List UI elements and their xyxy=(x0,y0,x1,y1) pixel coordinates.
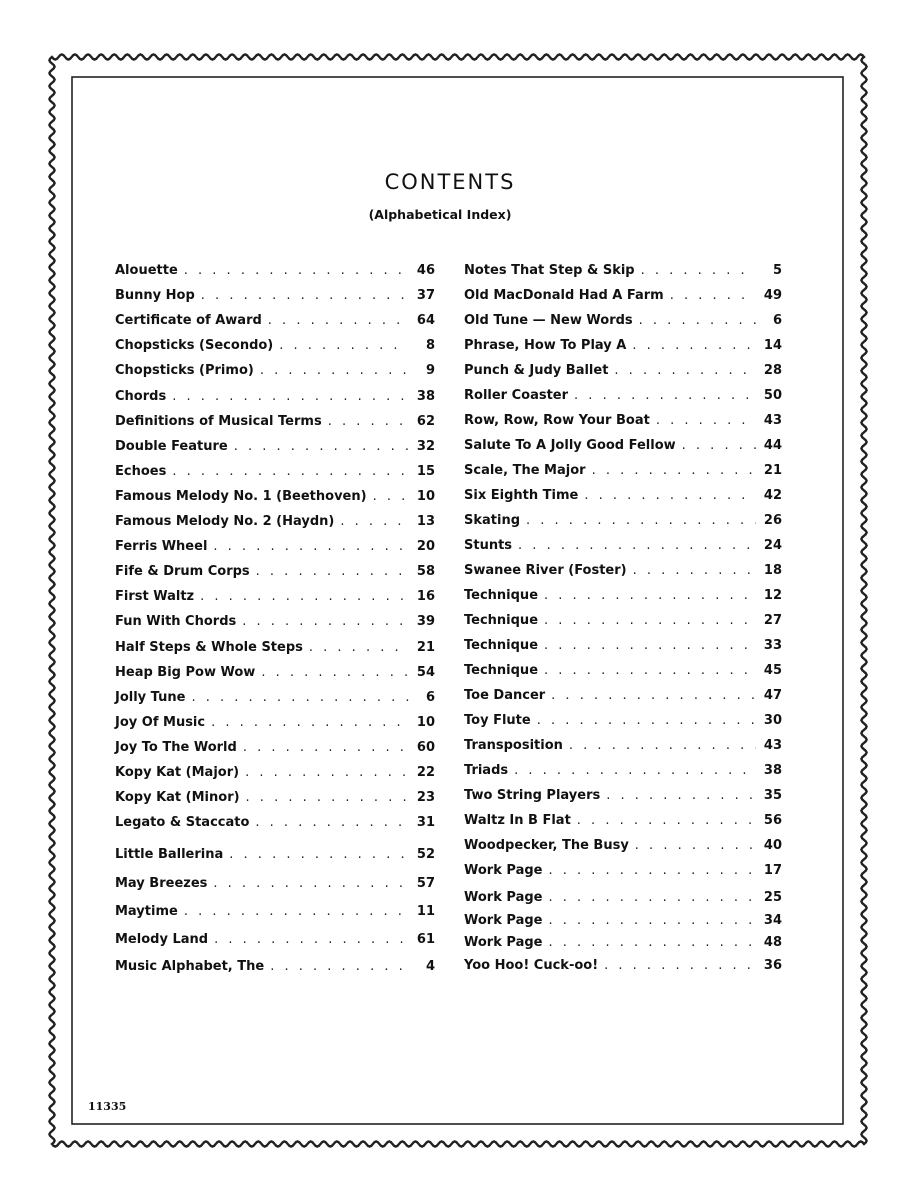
entry-title: Joy Of Music xyxy=(115,714,206,730)
entry-title: Salute To A Jolly Good Fellow xyxy=(464,438,676,453)
dot-leader xyxy=(537,713,756,728)
entry-title: Triads xyxy=(464,763,509,778)
dot-leader xyxy=(184,904,409,919)
index-entry xyxy=(115,715,435,735)
dot-leader xyxy=(242,614,409,629)
entry-title: Kopy Kat (Minor) xyxy=(115,790,240,806)
entry-page-number: 31 xyxy=(416,815,435,831)
entry-page-number: 13 xyxy=(416,514,435,529)
dot-leader xyxy=(656,413,756,428)
dot-leader xyxy=(255,815,409,830)
entry-page-number: 35 xyxy=(763,788,782,803)
entry-title: Famous Melody No. 2 (Haydn) xyxy=(115,514,335,529)
entry-page-number: 32 xyxy=(416,438,435,454)
entry-page-number: 26 xyxy=(763,513,782,528)
entry-title: Work Page xyxy=(464,863,543,878)
entry-page-number: 42 xyxy=(763,488,782,503)
index-entry xyxy=(464,863,782,883)
entry-page-number: 61 xyxy=(416,932,435,947)
entry-page-number: 17 xyxy=(763,863,782,878)
dot-leader xyxy=(268,313,409,328)
index-entry xyxy=(464,338,782,358)
dot-leader xyxy=(213,876,409,891)
dot-leader xyxy=(261,665,409,680)
index-entry xyxy=(115,313,435,333)
entry-page-number: 28 xyxy=(763,363,782,378)
entry-page-number: 23 xyxy=(416,790,435,806)
entry-title: Skating xyxy=(464,513,521,528)
index-entry xyxy=(115,589,435,609)
entry-title: Chords xyxy=(115,388,167,404)
entry-title: Music Alphabet, The xyxy=(115,959,265,974)
entry-title: Technique xyxy=(464,613,539,628)
index-entry xyxy=(464,663,782,683)
entry-page-number: 12 xyxy=(763,588,782,603)
entry-title: Technique xyxy=(464,638,539,653)
dot-leader xyxy=(614,363,756,378)
dot-leader xyxy=(670,288,756,303)
index-entry xyxy=(464,413,782,433)
page-title: CONTENTS xyxy=(384,170,516,194)
dot-leader xyxy=(518,538,756,553)
entry-title: Notes That Step & Skip xyxy=(464,263,635,278)
entry-page-number: 56 xyxy=(763,813,782,828)
entry-title: Row, Row, Row Your Boat xyxy=(464,413,650,428)
entry-title: Stunts xyxy=(464,538,513,553)
dot-leader xyxy=(172,389,409,404)
index-entry xyxy=(464,263,782,283)
index-entry xyxy=(115,389,435,409)
entry-title: Work Page xyxy=(464,890,543,905)
dot-leader xyxy=(639,313,756,328)
index-entry xyxy=(464,958,782,978)
index-entry xyxy=(115,288,435,308)
index-entry xyxy=(115,959,435,979)
entry-page-number: 43 xyxy=(763,413,782,428)
entry-title: Little Ballerina xyxy=(115,847,224,862)
entry-page-number: 38 xyxy=(763,763,782,778)
index-entry xyxy=(464,813,782,833)
entry-title: Kopy Kat (Major) xyxy=(115,765,240,780)
dot-leader xyxy=(328,414,409,429)
entry-page-number: 20 xyxy=(416,539,435,555)
index-entry xyxy=(115,489,435,509)
entry-page-number: 22 xyxy=(416,765,435,780)
index-entry xyxy=(464,613,782,633)
entry-title: Ferris Wheel xyxy=(115,539,208,555)
dot-leader xyxy=(633,563,756,578)
entry-page-number: 60 xyxy=(416,739,435,755)
entry-page-number: 44 xyxy=(763,438,782,453)
dot-leader xyxy=(200,589,409,604)
entry-title: Half Steps & Whole Steps xyxy=(115,639,303,655)
dot-leader xyxy=(526,513,756,528)
entry-page-number: 24 xyxy=(763,538,782,553)
dot-leader xyxy=(641,263,756,278)
index-entry xyxy=(115,539,435,559)
entry-title: Chopsticks (Primo) xyxy=(115,363,254,379)
entry-title: Certificate of Award xyxy=(115,313,262,329)
dot-leader xyxy=(604,958,756,973)
entry-page-number: 43 xyxy=(763,738,782,753)
entry-page-number: 21 xyxy=(763,463,782,478)
index-entry xyxy=(115,338,435,358)
index-entry xyxy=(115,614,435,634)
dot-leader xyxy=(172,464,409,479)
index-entry xyxy=(464,838,782,858)
index-entry xyxy=(464,713,782,733)
dot-leader xyxy=(548,863,756,878)
entry-page-number: 18 xyxy=(763,563,782,578)
index-entry xyxy=(464,288,782,308)
entry-page-number: 49 xyxy=(763,288,782,303)
dot-leader xyxy=(246,790,409,805)
entry-title: Punch & Judy Ballet xyxy=(464,363,609,378)
index-entry xyxy=(115,439,435,459)
index-entry xyxy=(464,438,782,458)
dot-leader xyxy=(340,514,409,529)
index-entry xyxy=(464,688,782,708)
dot-leader xyxy=(551,688,756,703)
entry-title: Work Page xyxy=(464,935,543,950)
entry-page-number: 50 xyxy=(763,388,782,403)
entry-page-number: 6 xyxy=(772,313,782,328)
index-entry xyxy=(115,876,435,896)
entry-title: May Breezes xyxy=(115,876,208,891)
dot-leader xyxy=(548,935,756,950)
entry-title: First Waltz xyxy=(115,589,195,605)
index-entry xyxy=(464,488,782,508)
entry-title: Double Feature xyxy=(115,438,228,454)
dot-leader xyxy=(243,740,409,755)
dot-leader xyxy=(577,813,756,828)
entry-page-number: 39 xyxy=(416,614,435,630)
entry-title: Melody Land xyxy=(115,932,209,947)
entry-page-number: 8 xyxy=(425,338,435,354)
dot-leader xyxy=(632,338,756,353)
dot-leader xyxy=(606,788,756,803)
entry-title: Jolly Tune xyxy=(115,689,186,705)
index-entry xyxy=(115,414,435,434)
entry-page-number: 45 xyxy=(763,663,782,678)
dot-leader xyxy=(548,913,756,928)
entry-title: Waltz In B Flat xyxy=(464,813,571,828)
entry-page-number: 16 xyxy=(416,589,435,605)
entry-page-number: 5 xyxy=(772,263,782,278)
dot-leader xyxy=(201,288,409,303)
entry-page-number: 11 xyxy=(416,904,435,919)
entry-page-number: 40 xyxy=(763,838,782,853)
dot-leader xyxy=(592,463,756,478)
dot-leader xyxy=(270,959,409,974)
entry-page-number: 33 xyxy=(763,638,782,653)
index-entry xyxy=(464,913,782,933)
dot-leader xyxy=(213,539,409,554)
dot-leader xyxy=(184,263,409,278)
index-entry xyxy=(464,463,782,483)
entry-page-number: 21 xyxy=(416,639,435,655)
dot-leader xyxy=(214,932,409,947)
index-entry xyxy=(115,932,435,952)
entry-page-number: 62 xyxy=(416,413,435,429)
entry-title: Technique xyxy=(464,663,539,678)
dot-leader xyxy=(256,564,409,579)
index-entry xyxy=(115,564,435,584)
dot-leader xyxy=(260,363,409,378)
page-subtitle: (Alphabetical Index) xyxy=(368,207,512,222)
entry-title: Toy Flute xyxy=(464,713,531,728)
index-entry xyxy=(464,763,782,783)
entry-page-number: 15 xyxy=(416,463,435,479)
index-entry xyxy=(115,847,435,867)
entry-page-number: 52 xyxy=(416,847,435,862)
entry-page-number: 38 xyxy=(416,388,435,404)
index-entry xyxy=(115,640,435,660)
dot-leader xyxy=(544,663,756,678)
entry-page-number: 64 xyxy=(416,313,435,329)
entry-title: Fun With Chords xyxy=(115,614,237,630)
entry-title: Famous Melody No. 1 (Beethoven) xyxy=(115,488,367,504)
entry-title: Bunny Hop xyxy=(115,288,195,304)
entry-title: Work Page xyxy=(464,913,543,928)
entry-page-number: 27 xyxy=(763,613,782,628)
index-entry xyxy=(464,935,782,955)
entry-title: Maytime xyxy=(115,904,178,919)
entry-page-number: 25 xyxy=(763,890,782,905)
dot-leader xyxy=(574,388,756,403)
entry-title: Yoo Hoo! Cuck-oo! xyxy=(464,958,599,973)
index-entry xyxy=(464,890,782,910)
index-entry xyxy=(464,738,782,758)
dot-leader xyxy=(191,690,409,705)
index-entry xyxy=(115,363,435,383)
index-entry xyxy=(464,313,782,333)
dot-leader xyxy=(544,613,756,628)
entry-page-number: 4 xyxy=(425,959,435,974)
entry-page-number: 10 xyxy=(416,714,435,730)
index-entry xyxy=(115,263,435,283)
entry-title: Six Eighth Time xyxy=(464,488,579,503)
entry-title: Fife & Drum Corps xyxy=(115,564,250,580)
entry-title: Woodpecker, The Busy xyxy=(464,838,629,853)
index-entry xyxy=(115,765,435,785)
entry-title: Definitions of Musical Terms xyxy=(115,413,322,429)
index-entry xyxy=(464,788,782,808)
dot-leader xyxy=(514,763,756,778)
entry-page-number: 30 xyxy=(763,713,782,728)
dot-leader xyxy=(245,765,409,780)
index-entry xyxy=(464,513,782,533)
entry-page-number: 46 xyxy=(416,263,435,278)
entry-page-number: 6 xyxy=(425,689,435,705)
dot-leader xyxy=(229,847,409,862)
index-entry xyxy=(464,638,782,658)
entry-title: Old MacDonald Had A Farm xyxy=(464,288,664,303)
index-entry xyxy=(115,514,435,534)
index-entry xyxy=(115,464,435,484)
index-entry xyxy=(464,588,782,608)
index-entry xyxy=(115,665,435,685)
dot-leader xyxy=(544,638,756,653)
index-entry xyxy=(464,363,782,383)
entry-title: Chopsticks (Secondo) xyxy=(115,338,274,354)
index-entry xyxy=(464,563,782,583)
entry-title: Joy To The World xyxy=(115,739,237,755)
entry-title: Transposition xyxy=(464,738,563,753)
dot-leader xyxy=(635,838,756,853)
entry-page-number: 54 xyxy=(416,664,435,680)
entry-page-number: 58 xyxy=(416,564,435,580)
index-entry xyxy=(464,388,782,408)
entry-title: Phrase, How To Play A xyxy=(464,338,627,353)
entry-title: Old Tune — New Words xyxy=(464,313,633,328)
index-entry xyxy=(464,538,782,558)
entry-title: Scale, The Major xyxy=(464,463,586,478)
entry-title: Toe Dancer xyxy=(464,688,546,703)
index-entry xyxy=(115,904,435,924)
entry-page-number: 37 xyxy=(416,288,435,304)
entry-title: Swanee River (Foster) xyxy=(464,563,627,578)
index-entry xyxy=(115,815,435,835)
entry-page-number: 47 xyxy=(763,688,782,703)
entry-title: Heap Big Pow Wow xyxy=(115,664,256,680)
dot-leader xyxy=(373,489,409,504)
entry-title: Roller Coaster xyxy=(464,388,569,403)
index-entry xyxy=(115,790,435,810)
index-entry xyxy=(115,740,435,760)
entry-page-number: 10 xyxy=(416,488,435,504)
dot-leader xyxy=(548,890,756,905)
index-entry xyxy=(115,690,435,710)
dot-leader xyxy=(279,338,409,353)
entry-title: Legato & Staccato xyxy=(115,815,250,831)
dot-leader xyxy=(569,738,756,753)
dot-leader xyxy=(682,438,756,453)
dot-leader xyxy=(234,439,409,454)
entry-page-number: 9 xyxy=(425,363,435,379)
dot-leader xyxy=(211,715,409,730)
entry-page-number: 36 xyxy=(763,958,782,973)
entry-title: Technique xyxy=(464,588,539,603)
catalog-number: 11335 xyxy=(88,1100,127,1113)
entry-page-number: 34 xyxy=(763,913,782,928)
dot-leader xyxy=(309,640,409,655)
entry-page-number: 48 xyxy=(763,935,782,950)
dot-leader xyxy=(544,588,756,603)
dot-leader xyxy=(584,488,756,503)
entry-page-number: 14 xyxy=(763,338,782,353)
entry-title: Alouette xyxy=(115,263,178,278)
entry-title: Echoes xyxy=(115,463,167,479)
entry-page-number: 57 xyxy=(416,876,435,891)
entry-title: Two String Players xyxy=(464,788,601,803)
